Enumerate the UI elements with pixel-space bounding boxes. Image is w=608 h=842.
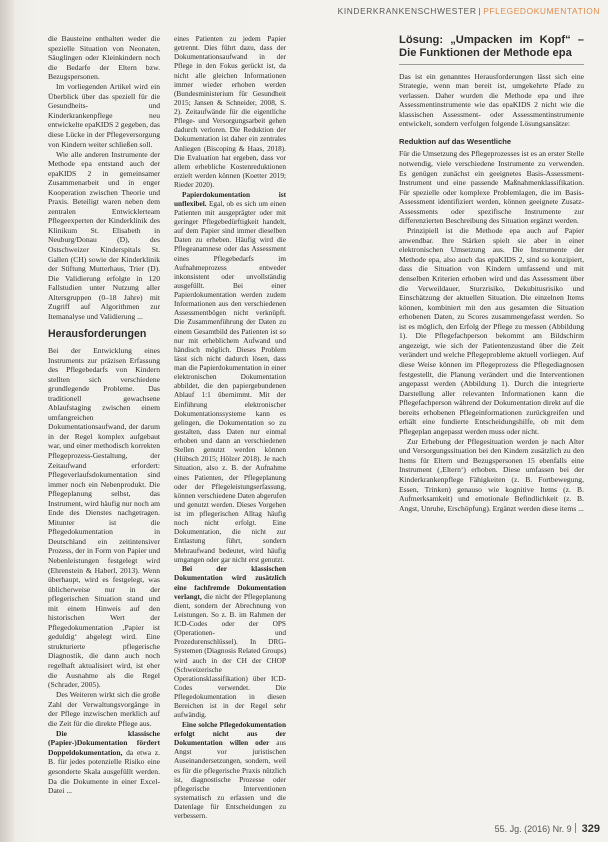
section-heading: Herausforderungen — [48, 328, 147, 341]
bold-lead: Bei der klassischen Dokumentation wird zusätzlich eine fachfremde Dokumentation verlangt, — [174, 564, 286, 601]
paragraph: Das ist ein genanntes Herausforderungen lässt sich eine Strategie, wenn man bereit ist, umgekehrte Pfade zu verlassen. Daher wurden die Methode epa und ihre Assessmentinstrumente wie das epaKIDS 2 nicht wie die klassischen Assessment- oder Assessmentinstrumente entwickelt, sondern verfolgen folgende Lösungsansätze: — [399, 71, 584, 129]
paragraph-rest: da etwa z. B. für jedes potenzielle Risiko eine gesonderte Skala ausgefüllt werden. Da die Dokumente in einer Excel-Datei ... — [48, 747, 160, 796]
section-heading: Lösung: „Umpacken im Kopf“ – Die Funktionen der Methode epa — [399, 34, 584, 65]
running-header — [338, 6, 600, 16]
paragraph-rest: aus Angst vor juristischen Auseinandersetzungen, sondern, weil es für die pflegerische Praxis nützlich ist, diagnostische Prozesse oder pflegerische Interventionen systematisch zu erfassen und die Datenlage für Entscheidungen zu verbessern. — [174, 738, 286, 820]
issue-info: 55. Jg. (2016) Nr. 9 — [494, 824, 572, 834]
paragraph: Im vorliegenden Artikel wird ein Überblick über das speziell für die Gesundheits- und Kinderkrankenpflege neu entwickelte epaKIDS 2 gegeben, das diese Lücke in der Pflegeversorgung von Kindern weiter schließen soll. — [48, 82, 160, 149]
paragraph: Zur Erhebung der Pflegesituation werden je nach Alter und Versorgungssituation bei den Kindern zusätzlich zu den Items für Eltern und Bezugspersonen 15 ebenfalls eine Instrument (‚Eltern‘) erhoben. Diese umfassen bei der Kinderkrankenpflege Fähigkeiten (z. B. Fortbewegung, Essen, Trinken) genauso wie kognitive Items (z. B. Aufmerksamkeit) und emotionale Befindlichkeit (z. B. Angst, Unruhe, Erschöpfung). Ergänzt werden diese items ... — [399, 436, 584, 513]
paragraph: eines Patienten zu jedem Papier getrennt. Dies führt dazu, dass der Dokumentationsaufwand in der Pflege in den Fokus gerückt ist, da nicht alle gleichen Informationen immer wieder erhoben werden (Bundesministerium für Gesundheit 2015; Jansen & Schneider, 2008, S. 2). Zeitaufwände für die eigentliche Pflege- und Versorgungsarbeit gehen dadurch verloren. Die Reduktion der Dokumentation ist daher ein zentrales Anliegen (Biscoping & Haas, 2018). Die Evaluation hat ergeben, dass vor allem erhebliche Kostenreduktionen erzielt werden können (Koetter 2019; Rieder 2020). — [174, 34, 286, 189]
page-spine-shadow — [0, 0, 14, 842]
page-number: 329 — [581, 823, 600, 835]
section-name: PFLEGEDOKUMENTATION — [483, 6, 600, 16]
page-footer — [495, 823, 600, 835]
text-column-2 — [174, 34, 286, 820]
paragraph-rest: die nicht der Pflegeplanung dient, sondern der Abrechnung von Leistungen. So z. B. im Rahmen der ICD-Codes oder der OPS (Operationen- und Prozedurenschlüssel). In DRG-Systemen (Diagnosis Related Groups) wird auch in der CH der CHOP (Schweizerische Operationsklassifikation) über ICD-Codes verwendet. Die Pflegedokumentation in diesen Bereichen ist in der Regel sehr aufwändig. — [174, 591, 286, 720]
paragraph — [174, 564, 286, 719]
paragraph: Für die Umsetzung des Pflegeprozesses ist es an erster Stelle notwendig, viele verschiedene Instrumente zu verwenden. Es genügen zunächst ein geeignetes Basis-Assessment-Instrument und eine passende Maßnahmenklassifikation. Für spezielle oder komplexe Problemlagen, die im Basis-Assessment identifiziert werden, können geeignete Zusatz-Assessments oder spezifische Instrumente zur differenzierten Beschreibung des Situation ergänzt werden. — [399, 149, 584, 226]
paragraph: Bei der Entwicklung eines Instruments zur präzisen Erfassung des Pflegebedarfs von Kindern stellten sich verschiedene grundlegende Probleme. Das traditionell gewachsene Ablaufstaging zwischen einem umfangreichen Dokumentationsaufwand, der darum in der Regel komplex aufgebaut war, und einer methodisch korrekten Pflegeprozess-Gestaltung, der Zeitaufwand erfordert: Pflegeverlaufsdokumentation sind immer noch ein Nebenprodukt. Die Pflegeplanung selbst, das Instrument, wird häufig nur noch am Ende des Dienstes nachgetragen. Mitunter ist die Pflegedokumentation in Deutschland ein zeitintensiver Prozess, der in Form von Papier und Nebenleistungen festgelegt wird (Ehrenstein & Haberl, 2013). Wenn überhaupt, wird es festgelegt, was üblicherweise nur in der pflegerischen Situation stand und mit einem Hinweis auf den historischen Wert der Pflegedokumentation ‚Papier ist geduldig‘ abgelegt wird. Eine strukturierte pflegerische Diagnostik, die dann auch noch regelhaft aktualisiert wird, ist eher die Ausnahme als die Regel (Schrader, 2005). — [48, 345, 160, 690]
paragraph: Prinzipiell ist die Methode epa auch auf Papier anwendbar. Ihre Stärken spielt sie aber in einer elektronischen Umsetzung aus. Die Instrumente der Methode epa, also auch das epaKIDS 2, sind so konzipiert, dass die Situation von Kindern umfassend und mit denselben Kriterien erhoben wird und das Assessment über die Verweildauer, Sturzrisiko, Dekubitusrisiko und Einschätzung der aktuellen Situation. Die einzelnen Items können, kombiniert mit den aus gesamten die Situation erhobenen Daten, zu Scores zusammengefasst werden. So ist es möglich, den Erfolg der Pflege zu messen (Abbildung 1). Die Pflegefachperson bekommt am Bildschirm angezeigt, wie sich der Patientenzustand über die Zeit verändert und welche Pflegeprobleme aktuell vorliegen. Auf diese Weise können im Pflegeprozess die Pflegediagnosen festgestellt, die Planung verändert und die Interventionen angepasst werden (Abbildung 1). Durch die integrierte Darstellung aller relevanten Informationen kann die Pflegefachperson während der Dokumentation direkt auf die bereits erhobenen Pflegeinformationen zurückgreifen und erhält eine fundierte Entscheidungshilfe, ob mit dem Pflegeplan angepasst werden muss oder nicht. — [399, 226, 584, 436]
paragraph: die Bausteine enthalten weder die spezielle Situation von Neonaten, Säuglingen oder Kleinkindern noch die Bedarfe der Eltern bzw. Bezugspersonen. — [48, 34, 160, 82]
text-column-3 — [399, 34, 584, 513]
bold-lead: Papierdokumentation ist unflexibel. — [174, 189, 286, 208]
bold-lead: Die klassische (Papier-)Dokumentation fördert Doppeldokumentation, — [48, 728, 160, 757]
bold-lead: Eine solche Pflegedokumentation erfolgt nicht aus der Dokumentation willen oder — [174, 719, 286, 748]
journal-name: KINDERKRANKENSCHWESTER — [337, 6, 477, 16]
paragraph — [48, 729, 160, 796]
paragraph — [174, 190, 286, 564]
text-column-1 — [48, 34, 160, 796]
paragraph-rest: Egal, ob es sich um einen Patienten mit ausgeprägter oder mit geringer Pflegebedürftigkeit handelt, auf dem Papier sind immer dieselben Daten zu erheben. Häufig wird die Pflegeanamnese oder das Assessment eines Pflegebedarfs im Aufnahmeprozess entweder inkonsistent oder unvollständig ausgefüllt. Bei einer Papierdokumentation werden zudem Informationen aus den verschiedenen Assessmentbögen nicht verknüpft. Die Zusammenführung der Daten zu einem Gesamtbild des Patienten ist so nur mit erheblichem Aufwand und händisch möglich. Dieses Problem lässt sich nicht dadurch lösen, dass man die Papierdokumentation in einer elektronischen Dokumentation abbildet, die den papiergebundenen Ablauf 1:1 übernimmt. Mit der Einführung elektronischer Dokumentationssysteme kann es gelingen, die Dokumentation so zu gestalten, dass Daten nur einmal erhoben und dann an verschiedenen Stellen genutzt werden können (Hübsch 2015; Hölzer 2018). Je nach Situation, also z. B. der Aufnahme eines Patienten, der Pflegeplanung oder der Pflegeleistungserfassung, können verschiedene Daten abgerufen und genutzt werden. Dieses Vorgehen ist im pflegerischen Alltag häufig noch nicht erfolgt. Eine Dokumentation, die nicht zur Entlastung führt, sondern Mehraufwand bedeutet, wird häufig umgangen oder gar nicht erst genutzt. — [174, 198, 286, 564]
paragraph: Wie alle anderen Instrumente der Methode epa entstand auch der epaKIDS 2 in gemeinsamer Zusammenarbeit und in enger Kooperation zwischen Theorie und Praxis. Beteiligt waren neben dem zentralen Entwicklerteam Pflegeexperten der Kinderklinik des Klinikum St. Elisabeth in Neuburg/Donau (D), des Ostschweizer Kinderspitals St. Gallen (CH) sowie der Kinderklinik der Stiftung Mutterhaus, Trier (D). Die Validierung erfolgte in 120 Fallstudien unter Nutzung aller Altersgruppen (0–18 Jahre) mit Zugriff auf Algorithmen zur Itemanalyse und Validierung ... — [48, 149, 160, 321]
paragraph — [174, 720, 286, 820]
footer-divider — [575, 823, 576, 833]
subheading: Reduktion auf das Wesentliche — [399, 136, 512, 146]
header-separator: | — [478, 6, 482, 16]
paragraph: Des Weiteren wirkt sich die große Zahl der Verwaltungsvorgänge in der Pflege inzwischen merklich auf die Zeit für die direkte Pflege aus. — [48, 690, 160, 728]
